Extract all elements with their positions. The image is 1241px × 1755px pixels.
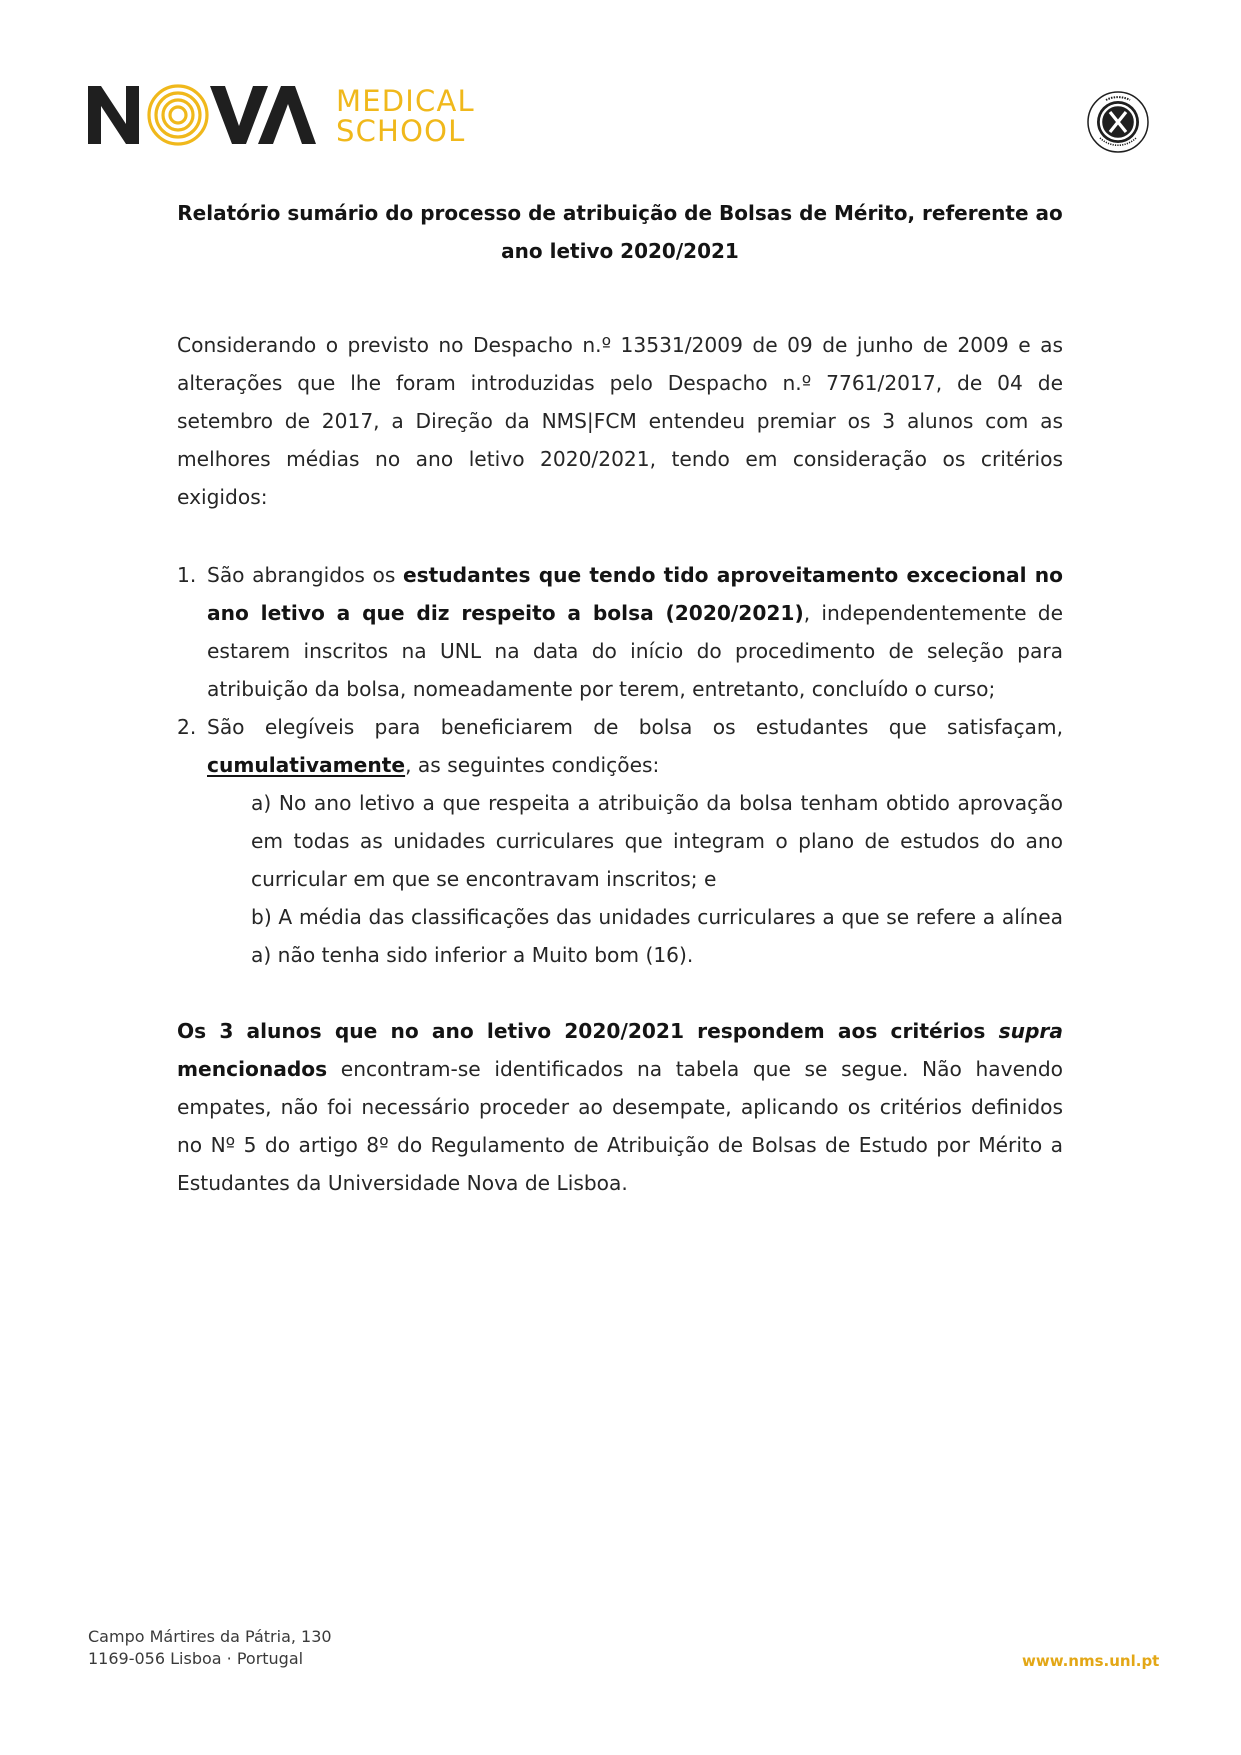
criteria-2-rest: , as seguintes condições: bbox=[405, 753, 660, 777]
logo-subtitle-line1: MEDICAL bbox=[336, 84, 475, 118]
intro-paragraph: Considerando o previsto no Despacho n.º 13531/2009 de 09 de junho de 2009 e as alterações que lhe foram introduzidas pelo Despacho n.º 7761/2017, de 04 de setembro de 2017, a Direção da NMS|FCM entendeu premiar os 3 alunos com as melhores médias no ano letivo 2020/2021, tendo em consideração os critérios exigidos: bbox=[177, 333, 1063, 509]
title-line-2: ano letivo 2020/2021 bbox=[501, 239, 739, 263]
criteria-list bbox=[177, 556, 1063, 974]
criteria-1-rest: , independentemente de estarem inscritos na UNL na data do início do procedimento de seleção para atribuição da bolsa, nomeadamente por terem, entretanto, concluído o curso; bbox=[207, 601, 1064, 701]
footer-website-link[interactable]: www.nms.unl.pt bbox=[1022, 1652, 1160, 1670]
criteria-item-1 bbox=[177, 556, 1063, 708]
university-seal-icon bbox=[1086, 90, 1150, 154]
criteria-item-2 bbox=[177, 708, 1063, 974]
criteria-1-bold: estudantes que tendo tido aproveitamento excecional no ano letivo a que diz respeito a bolsa (2020/2021) bbox=[207, 563, 1063, 625]
logo-subtitle-line2: SCHOOL bbox=[336, 114, 466, 148]
logo-subtitle bbox=[336, 86, 475, 146]
list-number: 2. bbox=[177, 715, 197, 739]
address-line-2: 1169-056 Lisboa · Portugal bbox=[88, 1649, 304, 1668]
address-line-1: Campo Mártires da Pátria, 130 bbox=[88, 1627, 332, 1646]
nova-medical-school-logo bbox=[88, 82, 508, 148]
condition-b: b) A média das classificações das unidades curriculares a que se refere a alínea a) não tenha sido inferior a Muito bom (16). bbox=[251, 905, 1063, 967]
nova-logo-icon bbox=[88, 82, 316, 148]
conclusion-bold-tail: mencionados bbox=[177, 1057, 328, 1081]
title-line-1: Relatório sumário do processo de atribuição de Bolsas de Mérito, referente ao bbox=[177, 201, 1063, 225]
conclusion-rest: encontram-se identificados na tabela que se segue. Não havendo empates, não foi necessário proceder ao desempate, aplicando os critérios definidos no Nº 5 do artigo 8º do Regulamento de Atribuição de Bolsas de Estudo por Mérito a Estudantes da Universidade Nova de Lisboa. bbox=[177, 1057, 1063, 1195]
document-title bbox=[160, 194, 1080, 270]
criteria-2-lead: São elegíveis para beneficiarem de bolsa os estudantes que satisfaçam, bbox=[207, 715, 1063, 739]
criteria-1-lead: São abrangidos os bbox=[207, 563, 403, 587]
criteria-2-bold: cumulativamente bbox=[207, 753, 406, 777]
condition-a: a) No ano letivo a que respeita a atribuição da bolsa tenham obtido aprovação em todas as unidades curriculares que integram o plano de estudos do ano curricular em que se encontravam inscritos; e bbox=[251, 791, 1063, 891]
list-number: 1. bbox=[177, 563, 197, 587]
footer-address bbox=[88, 1626, 332, 1670]
conclusion-bold-lead: Os 3 alunos que no ano letivo 2020/2021 respondem aos critérios bbox=[177, 1019, 999, 1043]
conclusion-paragraph bbox=[177, 1012, 1063, 1202]
conclusion-italic: supra bbox=[998, 1019, 1063, 1043]
